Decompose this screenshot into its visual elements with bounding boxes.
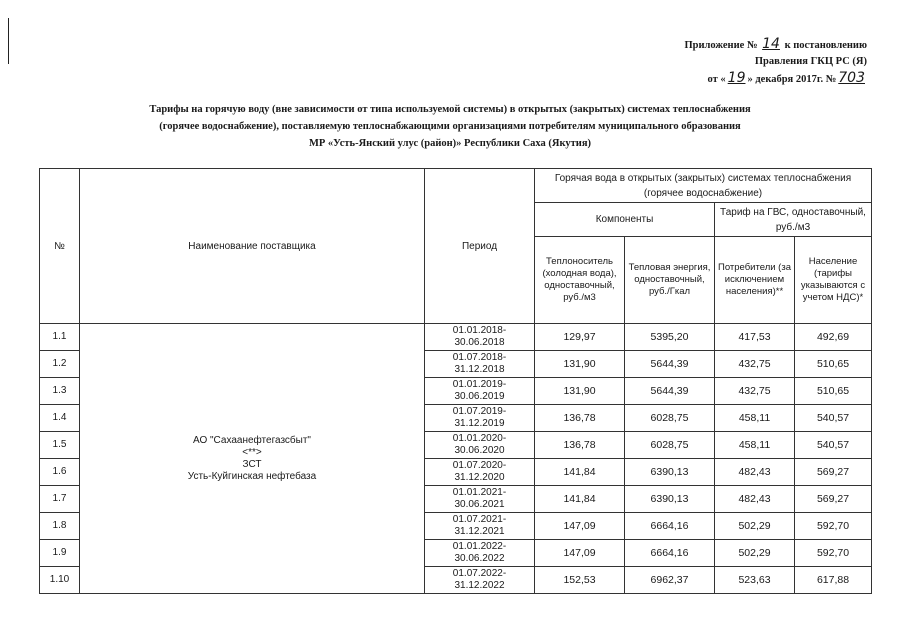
header-num: № [40, 169, 80, 324]
row-num: 1.7 [40, 486, 80, 513]
annex-line-3 [684, 70, 867, 88]
margin-mark [8, 18, 9, 64]
annex-suffix: к постановлению [784, 40, 867, 51]
header-heat-energy: Тепловая энергия, одноставочный, руб./Гкал [625, 237, 715, 324]
heat-energy-value: 6664,16 [625, 513, 715, 540]
period-end: 31.12.2020 [454, 472, 505, 483]
consumers-value: 502,29 [715, 513, 795, 540]
period-end: 31.12.2021 [454, 526, 505, 537]
heat-energy-value: 6390,13 [625, 486, 715, 513]
period-end: 30.06.2019 [454, 391, 505, 402]
period-cell [425, 378, 535, 405]
row-num: 1.2 [40, 351, 80, 378]
period-cell [425, 513, 535, 540]
population-value: 617,88 [795, 567, 872, 594]
supplier-line1: АО "Сахаанефтегазсбыт" [193, 434, 311, 446]
supplier-line2: <**> [242, 446, 262, 458]
document-title [60, 101, 840, 152]
heat-energy-value: 5644,39 [625, 351, 715, 378]
population-value: 510,65 [795, 351, 872, 378]
period-start: 01.07.2018- [452, 352, 507, 363]
coolant-value: 136,78 [535, 432, 625, 459]
row-num: 1.5 [40, 432, 80, 459]
annex-date-prefix: от « [707, 74, 726, 85]
row-num: 1.4 [40, 405, 80, 432]
period-end: 31.12.2018 [454, 364, 505, 375]
annex-line-1 [684, 36, 867, 54]
consumers-value: 523,63 [715, 567, 795, 594]
heat-energy-value: 6664,16 [625, 540, 715, 567]
header-population: Население (тарифы указываются с учетом НДС)* [795, 237, 872, 324]
period-cell [425, 486, 535, 513]
title-line-1: Тарифы на горячую воду (вне зависимости от типа используемой системы) в открытых (закрытых) системах теплоснабжения [149, 104, 751, 115]
period-cell [425, 567, 535, 594]
tariff-table-body [40, 324, 872, 594]
tariff-table [39, 168, 872, 594]
coolant-value: 129,97 [535, 324, 625, 351]
consumers-value: 502,29 [715, 540, 795, 567]
population-value: 592,70 [795, 540, 872, 567]
coolant-value: 147,09 [535, 540, 625, 567]
consumers-value: 458,11 [715, 405, 795, 432]
period-start: 01.07.2021- [452, 514, 507, 525]
annex-decree-number: 703 [838, 70, 865, 86]
period-start: 01.01.2021- [452, 487, 507, 498]
population-value: 592,70 [795, 513, 872, 540]
consumers-value: 432,75 [715, 351, 795, 378]
coolant-value: 131,90 [535, 378, 625, 405]
table-row [40, 324, 872, 351]
header-components: Компоненты [535, 203, 715, 237]
period-end: 30.06.2022 [454, 553, 505, 564]
period-end: 30.06.2021 [454, 499, 505, 510]
supplier-line4: Усть-Куйгинская нефтебаза [187, 470, 317, 482]
header-period: Период [425, 169, 535, 324]
population-value: 492,69 [795, 324, 872, 351]
population-value: 540,57 [795, 405, 872, 432]
heat-energy-value: 6028,75 [625, 405, 715, 432]
consumers-value: 432,75 [715, 378, 795, 405]
row-num: 1.10 [40, 567, 80, 594]
supplier-cell [80, 324, 425, 594]
consumers-value: 458,11 [715, 432, 795, 459]
period-end: 30.06.2020 [454, 445, 505, 456]
period-start: 01.01.2018- [452, 325, 507, 336]
coolant-value: 147,09 [535, 513, 625, 540]
period-start: 01.07.2019- [452, 406, 507, 417]
coolant-value: 136,78 [535, 405, 625, 432]
period-cell [425, 432, 535, 459]
heat-energy-value: 5395,20 [625, 324, 715, 351]
row-num: 1.8 [40, 513, 80, 540]
period-cell [425, 324, 535, 351]
period-start: 01.01.2022- [452, 541, 507, 552]
population-value: 569,27 [795, 486, 872, 513]
annex-day: 19 [727, 70, 746, 86]
period-end: 30.06.2018 [454, 337, 505, 348]
period-start: 01.01.2020- [452, 433, 507, 444]
title-line-3: МР «Усть-Янский улус (район)» Республики Саха (Якутия) [308, 138, 592, 149]
coolant-value: 131,90 [535, 351, 625, 378]
population-value: 540,57 [795, 432, 872, 459]
coolant-value: 141,84 [535, 459, 625, 486]
header-supplier: Наименование поставщика [80, 169, 425, 324]
coolant-value: 152,53 [535, 567, 625, 594]
row-num: 1.1 [40, 324, 80, 351]
header-hot-water-group: Горячая вода в открытых (закрытых) системах теплоснабжения (горячее водоснабжение) [535, 169, 872, 203]
consumers-value: 417,53 [715, 324, 795, 351]
period-start: 01.07.2020- [452, 460, 507, 471]
header-consumers: Потребители (за исключением населения)** [715, 237, 795, 324]
annex-date-middle: » декабря 2017г. № [747, 74, 837, 85]
header-tariff: Тариф на ГВС, одноставочный, руб./м3 [715, 203, 872, 237]
annex-prefix: Приложение № [684, 40, 758, 51]
period-cell [425, 459, 535, 486]
heat-energy-value: 6390,13 [625, 459, 715, 486]
coolant-value: 141,84 [535, 486, 625, 513]
period-start: 01.01.2019- [452, 379, 507, 390]
population-value: 510,65 [795, 378, 872, 405]
annex-number: 14 [762, 36, 780, 52]
annex-header [684, 36, 867, 88]
period-end: 31.12.2019 [454, 418, 505, 429]
period-cell [425, 540, 535, 567]
population-value: 569,27 [795, 459, 872, 486]
period-start: 01.07.2022- [452, 568, 507, 579]
row-num: 1.9 [40, 540, 80, 567]
row-num: 1.6 [40, 459, 80, 486]
title-line-2: (горячее водоснабжение), поставляемую теплоснабжающими организациями потребителям муниципального образования [159, 121, 741, 132]
consumers-value: 482,43 [715, 459, 795, 486]
heat-energy-value: 5644,39 [625, 378, 715, 405]
row-num: 1.3 [40, 378, 80, 405]
supplier-line3: ЗСТ [242, 458, 262, 470]
heat-energy-value: 6962,37 [625, 567, 715, 594]
period-cell [425, 351, 535, 378]
consumers-value: 482,43 [715, 486, 795, 513]
period-cell [425, 405, 535, 432]
period-end: 31.12.2022 [454, 580, 505, 591]
header-coolant: Теплоноситель (холодная вода), одноставочный, руб./м3 [535, 237, 625, 324]
annex-line-2: Правления ГКЦ РС (Я) [754, 56, 867, 67]
heat-energy-value: 6028,75 [625, 432, 715, 459]
